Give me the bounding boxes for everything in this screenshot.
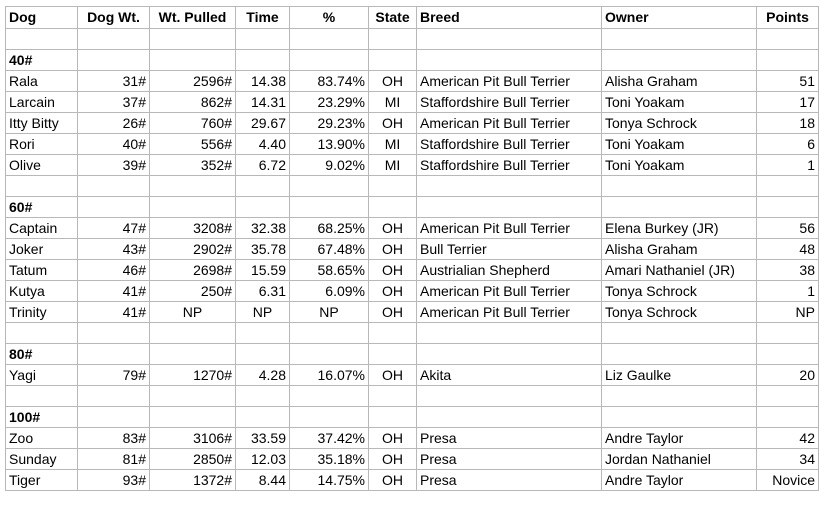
empty-cell[interactable] <box>757 407 819 428</box>
table-row <box>6 134 819 155</box>
cell-weight-pulled[interactable]: 556# <box>150 134 236 155</box>
empty-cell[interactable] <box>78 344 150 365</box>
cell-percent[interactable]: 83.74% <box>290 71 369 92</box>
cell-points[interactable]: 20 <box>757 365 819 386</box>
empty-cell[interactable] <box>417 29 602 50</box>
cell-dog-weight[interactable]: 41# <box>78 281 150 302</box>
cell-breed[interactable]: Presa <box>417 428 602 449</box>
cell-dog-weight[interactable]: 46# <box>78 260 150 281</box>
empty-cell[interactable] <box>6 176 78 197</box>
cell-breed[interactable]: Presa <box>417 449 602 470</box>
cell-weight-pulled[interactable]: 3106# <box>150 428 236 449</box>
table-row <box>6 449 819 470</box>
cell-dog[interactable]: Tiger <box>6 470 78 491</box>
weight-class-label[interactable]: 60# <box>6 197 78 218</box>
cell-weight-pulled[interactable]: 760# <box>150 113 236 134</box>
cell-state[interactable]: OH <box>369 302 417 323</box>
cell-weight-pulled[interactable]: 2850# <box>150 449 236 470</box>
weight-class-row <box>6 407 819 428</box>
cell-time[interactable]: 4.40 <box>236 134 290 155</box>
cell-time[interactable]: 12.03 <box>236 449 290 470</box>
empty-cell[interactable] <box>369 176 417 197</box>
cell-breed[interactable]: Staffordshire Bull Terrier <box>417 92 602 113</box>
empty-cell[interactable] <box>602 407 757 428</box>
cell-time[interactable]: 14.31 <box>236 92 290 113</box>
cell-dog-weight[interactable]: 93# <box>78 470 150 491</box>
empty-cell[interactable] <box>236 197 290 218</box>
cell-percent[interactable]: 58.65% <box>290 260 369 281</box>
empty-cell[interactable] <box>290 323 369 344</box>
empty-cell[interactable] <box>150 323 236 344</box>
empty-cell[interactable] <box>290 407 369 428</box>
cell-breed[interactable]: American Pit Bull Terrier <box>417 218 602 239</box>
cell-dog-weight[interactable]: 26# <box>78 113 150 134</box>
empty-cell[interactable] <box>6 386 78 407</box>
cell-owner[interactable]: Toni Yoakam <box>602 155 757 176</box>
header-row <box>6 7 819 29</box>
cell-percent[interactable]: 6.09% <box>290 281 369 302</box>
weight-class-row <box>6 50 819 71</box>
cell-owner[interactable]: Liz Gaulke <box>602 365 757 386</box>
cell-state[interactable]: MI <box>369 155 417 176</box>
cell-time[interactable]: 29.67 <box>236 113 290 134</box>
cell-weight-pulled[interactable]: 352# <box>150 155 236 176</box>
empty-cell[interactable] <box>78 386 150 407</box>
cell-owner[interactable]: Amari Nathaniel (JR) <box>602 260 757 281</box>
cell-dog[interactable]: Joker <box>6 239 78 260</box>
empty-cell[interactable] <box>236 323 290 344</box>
cell-points[interactable]: 6 <box>757 134 819 155</box>
cell-points[interactable]: 1 <box>757 281 819 302</box>
weight-class-label[interactable]: 40# <box>6 50 78 71</box>
spacer-row <box>6 176 819 197</box>
col-header-time[interactable]: Time <box>236 7 290 29</box>
cell-state[interactable]: OH <box>369 470 417 491</box>
empty-cell[interactable] <box>417 323 602 344</box>
cell-owner[interactable]: Tonya Schrock <box>602 281 757 302</box>
cell-owner[interactable]: Toni Yoakam <box>602 92 757 113</box>
cell-weight-pulled[interactable]: 862# <box>150 92 236 113</box>
cell-owner[interactable]: Alisha Graham <box>602 239 757 260</box>
cell-breed[interactable]: Staffordshire Bull Terrier <box>417 155 602 176</box>
cell-weight-pulled[interactable]: 2596# <box>150 71 236 92</box>
table-row <box>6 71 819 92</box>
cell-owner[interactable]: Toni Yoakam <box>602 134 757 155</box>
empty-cell[interactable] <box>150 386 236 407</box>
empty-cell[interactable] <box>369 197 417 218</box>
empty-cell[interactable] <box>602 197 757 218</box>
empty-cell[interactable] <box>290 29 369 50</box>
cell-dog[interactable]: Tatum <box>6 260 78 281</box>
cell-dog-weight[interactable]: 41# <box>78 302 150 323</box>
empty-cell[interactable] <box>150 197 236 218</box>
cell-time[interactable]: 8.44 <box>236 470 290 491</box>
cell-state[interactable]: OH <box>369 449 417 470</box>
table-row <box>6 260 819 281</box>
cell-points[interactable]: 48 <box>757 239 819 260</box>
cell-points[interactable]: 34 <box>757 449 819 470</box>
empty-cell[interactable] <box>369 386 417 407</box>
cell-breed[interactable]: Austrialian Shepherd <box>417 260 602 281</box>
weight-class-row <box>6 344 819 365</box>
empty-cell[interactable] <box>757 29 819 50</box>
cell-state[interactable]: OH <box>369 365 417 386</box>
empty-cell[interactable] <box>602 344 757 365</box>
empty-cell[interactable] <box>757 344 819 365</box>
empty-cell[interactable] <box>369 407 417 428</box>
cell-weight-pulled[interactable]: 2698# <box>150 260 236 281</box>
cell-dog-weight[interactable]: 83# <box>78 428 150 449</box>
cell-owner[interactable]: Jordan Nathaniel <box>602 449 757 470</box>
empty-cell[interactable] <box>369 323 417 344</box>
weight-class-label[interactable]: 80# <box>6 344 78 365</box>
cell-points[interactable]: 38 <box>757 260 819 281</box>
empty-cell[interactable] <box>236 386 290 407</box>
cell-breed[interactable]: Bull Terrier <box>417 239 602 260</box>
empty-cell[interactable] <box>757 50 819 71</box>
table-row <box>6 470 819 491</box>
cell-time[interactable]: 32.38 <box>236 218 290 239</box>
empty-cell[interactable] <box>602 386 757 407</box>
results-spreadsheet <box>5 6 819 491</box>
cell-points[interactable]: 18 <box>757 113 819 134</box>
table-row <box>6 218 819 239</box>
cell-dog[interactable]: Zoo <box>6 428 78 449</box>
empty-cell[interactable] <box>290 386 369 407</box>
col-header-points[interactable]: Points <box>757 7 819 29</box>
col-header-dog-weight[interactable]: Dog Wt. <box>78 7 150 29</box>
empty-cell[interactable] <box>290 50 369 71</box>
empty-cell[interactable] <box>290 197 369 218</box>
empty-cell[interactable] <box>417 407 602 428</box>
cell-dog-weight[interactable]: 31# <box>78 71 150 92</box>
empty-cell[interactable] <box>150 50 236 71</box>
empty-cell[interactable] <box>78 197 150 218</box>
cell-breed[interactable]: Staffordshire Bull Terrier <box>417 134 602 155</box>
cell-percent[interactable]: 23.29% <box>290 92 369 113</box>
empty-cell[interactable] <box>757 197 819 218</box>
empty-cell[interactable] <box>757 323 819 344</box>
empty-cell[interactable] <box>150 176 236 197</box>
cell-dog-weight[interactable]: 40# <box>78 134 150 155</box>
cell-percent[interactable]: 37.42% <box>290 428 369 449</box>
cell-percent[interactable]: 29.23% <box>290 113 369 134</box>
empty-cell[interactable] <box>236 344 290 365</box>
cell-dog[interactable]: Rori <box>6 134 78 155</box>
cell-percent[interactable]: 14.75% <box>290 470 369 491</box>
table-row <box>6 281 819 302</box>
cell-dog[interactable]: Itty Bitty <box>6 113 78 134</box>
empty-cell[interactable] <box>290 176 369 197</box>
empty-cell[interactable] <box>417 344 602 365</box>
cell-state[interactable]: OH <box>369 218 417 239</box>
cell-points[interactable]: 17 <box>757 92 819 113</box>
cell-weight-pulled[interactable]: 3208# <box>150 218 236 239</box>
cell-points[interactable]: 1 <box>757 155 819 176</box>
cell-percent[interactable]: 35.18% <box>290 449 369 470</box>
cell-percent[interactable]: 16.07% <box>290 365 369 386</box>
weight-pull-results-table <box>5 6 819 491</box>
cell-dog[interactable]: Yagi <box>6 365 78 386</box>
cell-state[interactable]: OH <box>369 428 417 449</box>
cell-dog-weight[interactable]: 81# <box>78 449 150 470</box>
cell-percent[interactable]: 9.02% <box>290 155 369 176</box>
cell-percent[interactable]: 67.48% <box>290 239 369 260</box>
cell-percent[interactable]: 68.25% <box>290 218 369 239</box>
table-body <box>6 29 819 491</box>
cell-owner[interactable]: Andre Taylor <box>602 428 757 449</box>
empty-cell[interactable] <box>757 176 819 197</box>
table-row <box>6 113 819 134</box>
cell-state[interactable]: OH <box>369 239 417 260</box>
empty-cell[interactable] <box>290 344 369 365</box>
weight-class-label[interactable]: 100# <box>6 407 78 428</box>
cell-points[interactable]: 42 <box>757 428 819 449</box>
empty-cell[interactable] <box>236 50 290 71</box>
cell-dog-weight[interactable]: 39# <box>78 155 150 176</box>
cell-weight-pulled[interactable]: NP <box>150 302 236 323</box>
table-row <box>6 428 819 449</box>
cell-dog[interactable]: Larcain <box>6 92 78 113</box>
empty-cell[interactable] <box>236 176 290 197</box>
cell-dog-weight[interactable]: 47# <box>78 218 150 239</box>
empty-cell[interactable] <box>417 386 602 407</box>
col-header-percent[interactable]: % <box>290 7 369 29</box>
table-row <box>6 239 819 260</box>
cell-dog[interactable]: Kutya <box>6 281 78 302</box>
cell-dog[interactable]: Rala <box>6 71 78 92</box>
empty-cell[interactable] <box>236 29 290 50</box>
cell-breed[interactable]: Akita <box>417 365 602 386</box>
cell-weight-pulled[interactable]: 250# <box>150 281 236 302</box>
cell-percent[interactable]: 13.90% <box>290 134 369 155</box>
spacer-row <box>6 386 819 407</box>
cell-weight-pulled[interactable]: 1372# <box>150 470 236 491</box>
cell-percent[interactable]: NP <box>290 302 369 323</box>
cell-time[interactable]: 6.31 <box>236 281 290 302</box>
cell-time[interactable]: 14.38 <box>236 71 290 92</box>
cell-breed[interactable]: American Pit Bull Terrier <box>417 71 602 92</box>
empty-cell[interactable] <box>150 407 236 428</box>
cell-owner[interactable]: Elena Burkey (JR) <box>602 218 757 239</box>
empty-cell[interactable] <box>78 407 150 428</box>
spacer-row <box>6 323 819 344</box>
col-header-owner[interactable]: Owner <box>602 7 757 29</box>
cell-points[interactable]: 56 <box>757 218 819 239</box>
empty-cell[interactable] <box>6 323 78 344</box>
empty-cell[interactable] <box>602 29 757 50</box>
cell-state[interactable]: OH <box>369 260 417 281</box>
cell-state[interactable]: MI <box>369 92 417 113</box>
cell-dog[interactable]: Olive <box>6 155 78 176</box>
cell-time[interactable]: 33.59 <box>236 428 290 449</box>
empty-cell[interactable] <box>78 323 150 344</box>
empty-cell[interactable] <box>6 29 78 50</box>
empty-cell[interactable] <box>78 29 150 50</box>
col-header-dog[interactable]: Dog <box>6 7 78 29</box>
empty-cell[interactable] <box>78 176 150 197</box>
cell-time[interactable]: 6.72 <box>236 155 290 176</box>
cell-dog-weight[interactable]: 43# <box>78 239 150 260</box>
cell-points[interactable]: Novice <box>757 470 819 491</box>
cell-points[interactable]: 51 <box>757 71 819 92</box>
cell-dog-weight[interactable]: 79# <box>78 365 150 386</box>
cell-owner[interactable]: Andre Taylor <box>602 470 757 491</box>
cell-dog-weight[interactable]: 37# <box>78 92 150 113</box>
table-row <box>6 155 819 176</box>
empty-cell[interactable] <box>369 29 417 50</box>
cell-state[interactable]: OH <box>369 71 417 92</box>
cell-owner[interactable]: Tonya Schrock <box>602 302 757 323</box>
empty-cell[interactable] <box>369 50 417 71</box>
cell-state[interactable]: OH <box>369 113 417 134</box>
cell-time[interactable]: NP <box>236 302 290 323</box>
cell-owner[interactable]: Alisha Graham <box>602 71 757 92</box>
empty-cell[interactable] <box>602 50 757 71</box>
empty-cell[interactable] <box>602 323 757 344</box>
col-header-breed[interactable]: Breed <box>417 7 602 29</box>
empty-cell[interactable] <box>757 386 819 407</box>
cell-time[interactable]: 4.28 <box>236 365 290 386</box>
empty-cell[interactable] <box>236 407 290 428</box>
table-row <box>6 92 819 113</box>
col-header-state[interactable]: State <box>369 7 417 29</box>
cell-dog[interactable]: Trinity <box>6 302 78 323</box>
cell-weight-pulled[interactable]: 1270# <box>150 365 236 386</box>
empty-cell[interactable] <box>417 176 602 197</box>
cell-points[interactable]: NP <box>757 302 819 323</box>
empty-cell[interactable] <box>150 344 236 365</box>
cell-dog[interactable]: Sunday <box>6 449 78 470</box>
cell-state[interactable]: OH <box>369 281 417 302</box>
cell-breed[interactable]: Presa <box>417 470 602 491</box>
empty-cell[interactable] <box>602 176 757 197</box>
weight-class-row <box>6 197 819 218</box>
empty-cell[interactable] <box>78 50 150 71</box>
spacer-row <box>6 29 819 50</box>
empty-cell[interactable] <box>417 197 602 218</box>
table-row <box>6 302 819 323</box>
table-row <box>6 365 819 386</box>
empty-cell[interactable] <box>369 344 417 365</box>
cell-time[interactable]: 35.78 <box>236 239 290 260</box>
col-header-weight-pulled[interactable]: Wt. Pulled <box>150 7 236 29</box>
cell-time[interactable]: 15.59 <box>236 260 290 281</box>
cell-dog[interactable]: Captain <box>6 218 78 239</box>
cell-breed[interactable]: American Pit Bull Terrier <box>417 281 602 302</box>
cell-breed[interactable]: American Pit Bull Terrier <box>417 302 602 323</box>
empty-cell[interactable] <box>417 50 602 71</box>
empty-cell[interactable] <box>150 29 236 50</box>
cell-weight-pulled[interactable]: 2902# <box>150 239 236 260</box>
cell-owner[interactable]: Tonya Schrock <box>602 113 757 134</box>
cell-state[interactable]: MI <box>369 134 417 155</box>
cell-breed[interactable]: American Pit Bull Terrier <box>417 113 602 134</box>
